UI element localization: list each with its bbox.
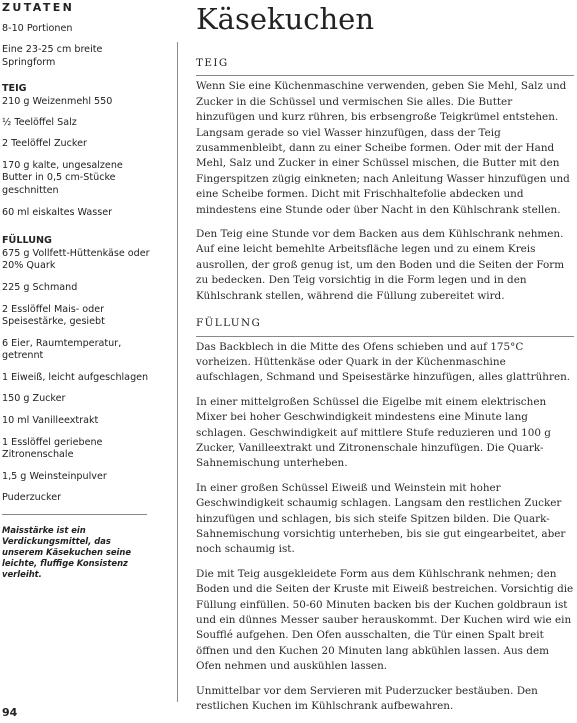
footnote-divider bbox=[2, 514, 147, 515]
recipe-title: Käsekuchen bbox=[196, 2, 375, 36]
ingredient-item: 1 Eiweiß, leicht aufgeschlagen bbox=[2, 371, 149, 383]
dough-ingredients-heading: TEIG bbox=[2, 83, 27, 95]
ingredient-item: 210 g Weizenmehl 550 bbox=[2, 95, 113, 107]
method-paragraph: Den Teig eine Stunde vor dem Backen aus dem Kühlschrank nehmen. Auf eine leicht bemehlte Arbeitsfläche legen und zu einem Kreis ausrollen, der groß genug ist, um den Boden und die Seiten der Form zu bedecken. Den Teig vorsichtig in die Form legen und in den Kühlschrank stellen, während die Füllung zubereitet wird. bbox=[196, 228, 565, 302]
ingredient-item: 2 Esslöffel Mais- oder Speisestärke, gesiebt bbox=[2, 303, 105, 328]
ingredient-item: 2 Teelöffel Zucker bbox=[2, 138, 87, 150]
page-number: 94 bbox=[2, 706, 18, 719]
ingredients-column bbox=[2, 2, 152, 580]
ingredient-item: 675 g Vollfett-Hüttenkäse oder 20% Quark bbox=[2, 247, 150, 272]
method-paragraph: Unmittelbar vor dem Servieren mit Puderzucker bestäuben. Den restlichen Kuchen im Kühlschrank aufbewahren. bbox=[196, 684, 538, 713]
servings: 8-10 Portionen bbox=[2, 22, 73, 34]
ingredients-heading: ZUTATEN bbox=[2, 1, 75, 14]
ingredient-item: Puderzucker bbox=[2, 492, 62, 504]
dough-method-heading: TEIG bbox=[196, 57, 229, 69]
ingredient-item: ½ Teelöffel Salz bbox=[2, 116, 77, 128]
ingredient-item: 150 g Zucker bbox=[2, 393, 66, 405]
ingredient-item: 60 ml eiskaltes Wasser bbox=[2, 206, 113, 218]
method-paragraph: Die mit Teig ausgekleidete Form aus dem Kühlschrank nehmen; den Boden und die Seiten der Kruste mit Eiweiß bestreichen. Vorsichtig die Füllung einfüllen. 50-60 Minuten backen bis der Kuchen goldbraun ist und ein dünnes Messer sauber herauskommt. Der Kuchen wird wie ein Soufflé aufgehen. Den Ofen ausschalten, die Tür einen Spalt breit öffnen und den Kuchen 20 Minuten lang abkühlen lassen. Aus dem Ofen nehmen und auskühlen lassen. bbox=[196, 567, 574, 673]
filling-ingredients-heading: FÜLLUNG bbox=[2, 235, 52, 247]
ingredient-item: 1,5 g Weinsteinpulver bbox=[2, 470, 107, 482]
ingredient-item: 10 ml Vanilleextrakt bbox=[2, 415, 99, 427]
footnote: Maisstärke ist ein Verdickungsmittel, das unserem Käsekuchen seine leichte, fluffige Konsistenz verleiht. bbox=[2, 525, 132, 580]
method-paragraph: In einer mittelgroßen Schüssel die Eigelbe mit einem elektrischen Mixer bei hoher Geschwindigkeit mindestens eine Minute lang schlagen. Geschwindigkeit auf mittlere Stufe reduzieren und 100 g Zucker, Vanilleextrakt und Zitronenschale hinzufügen. Die Quark-Sahnemischung unterheben. bbox=[196, 395, 551, 470]
ingredient-item: 170 g kalte, ungesalzene Butter in 0,5 cm-Stücke geschnitten bbox=[2, 159, 123, 196]
ingredient-item: 1 Esslöffel geriebene Zitronenschale bbox=[2, 436, 103, 461]
column-divider bbox=[177, 42, 178, 702]
filling-heading-rule bbox=[196, 336, 574, 337]
method-paragraph: Das Backblech in die Mitte des Ofens schieben und auf 175°C vorheizen. Hüttenkäse oder Quark in der Küchenmaschine aufschlagen, Schmand und Speisestärke hinzufügen, alles glattrühren. bbox=[196, 340, 571, 384]
dough-heading-rule bbox=[196, 75, 574, 76]
ingredient-item: 225 g Schmand bbox=[2, 281, 78, 293]
ingredient-item: 6 Eier, Raumtemperatur, getrennt bbox=[2, 337, 122, 362]
filling-method-heading: FÜLLUNG bbox=[196, 317, 262, 330]
pan-size: Eine 23-25 cm breite Springform bbox=[2, 44, 103, 68]
method-column bbox=[196, 0, 574, 723]
method-paragraph: In einer großen Schüssel Eiweiß und Weinstein mit hoher Geschwindigkeit schaumig schlagen. Langsam den restlichen Zucker hinzufügen und schlagen, bis sich steife Spitzen bilden. Die Quark-Sahnemischung vorsichtig unterheben, bis sie gut eingearbeitet, aber noch schaumig ist. bbox=[196, 481, 566, 556]
method-paragraph: Wenn Sie eine Küchenmaschine verwenden, geben Sie Mehl, Salz und Zucker in die Schüssel und vermischen Sie alles. Die Butter hinzufügen und kurz rühren, bis erbsengroße Teigkrümel entstehen. Langsam gerade so viel Wasser hinzufügen, dass der Teig zusammenbleibt, dann zu einer Scheibe formen. Oder mit der Hand Mehl, Salz und Zucker in einer Schüssel mischen, die Butter mit den Fingerspitzen zügig einkneten; nach Anleitung Wasser hinzufügen und eine Scheibe formen. Dicht mit Frischhaltefolie abdecken und mindestens eine Stunde oder über Nacht in den Kühlschrank stellen. bbox=[196, 80, 570, 216]
